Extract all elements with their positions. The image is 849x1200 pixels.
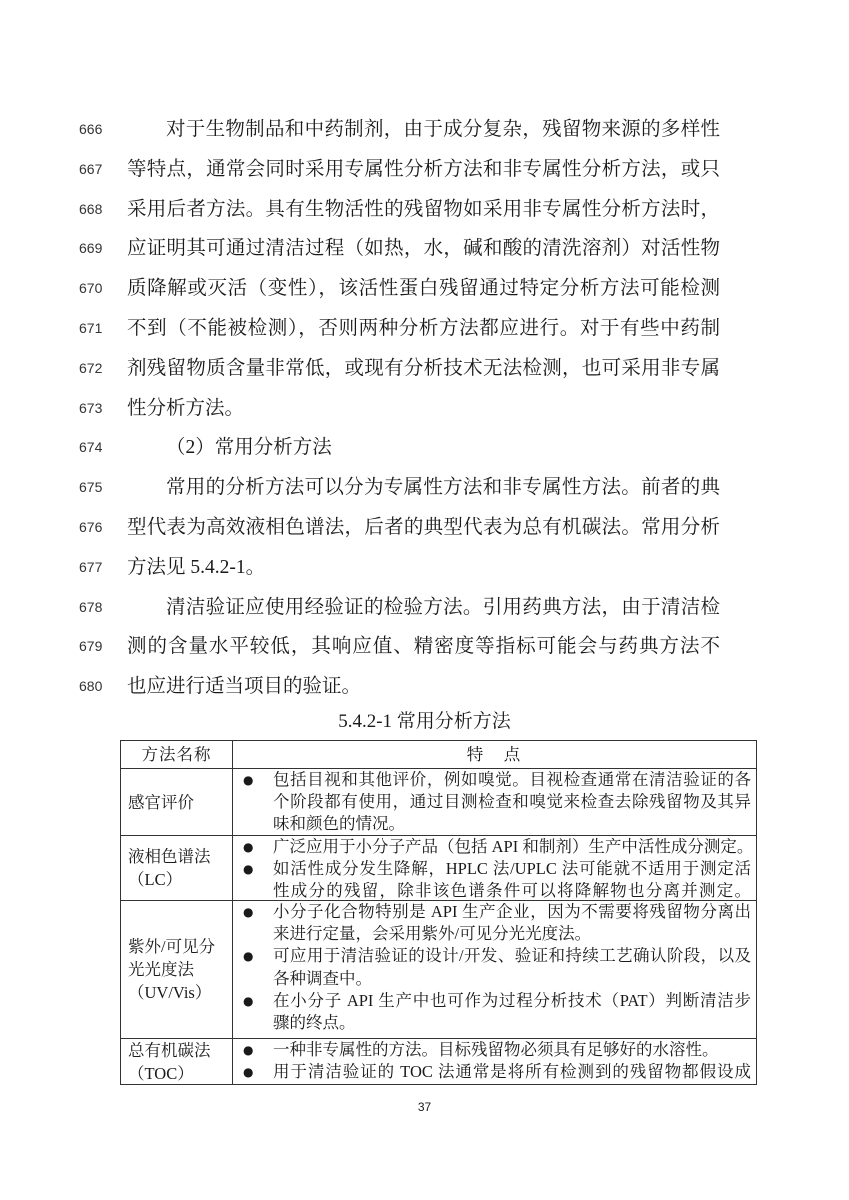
bullet-item xyxy=(233,1039,756,1061)
section-heading: （2）常用分析方法 xyxy=(166,437,332,459)
line-text: 方法见 5.4.2-1。 xyxy=(127,556,266,578)
bullet-text xyxy=(273,945,751,989)
line-text: 不到（不能被检测），否则两种分析方法都应进行。对于有些中药制 xyxy=(127,317,720,339)
line-number: 673 xyxy=(79,399,103,416)
line-text: 采用后者方法。具有生物活性的残留物如采用非专属性分析方法时， xyxy=(127,198,720,220)
bullet-text xyxy=(273,901,751,945)
bullet-line: 来进行定量，会采用紫外/可见分光光度法。 xyxy=(273,924,592,944)
bullet-icon: ● xyxy=(243,862,254,877)
method-cell xyxy=(121,836,233,900)
bullet-line: 味和颜色的情况。 xyxy=(273,814,405,834)
bullet-line: 个阶段都有使用，通过目测检查和嗅觉来检查去除残留物及其异 xyxy=(273,792,751,812)
bullet-line: 小分子化合物特别是 API 生产企业，因为不需要将残留物分离出 xyxy=(273,902,751,921)
bullet-item xyxy=(233,836,756,858)
text-line xyxy=(0,229,849,269)
methods-table xyxy=(120,740,757,1085)
bullet-line: 一种非专属性的方法。目标残留物必须具有足够好的水溶性。 xyxy=(273,1040,719,1059)
text-line xyxy=(0,428,849,468)
features-cell xyxy=(233,1039,756,1084)
text-line xyxy=(0,588,849,628)
line-number: 675 xyxy=(79,479,103,496)
bullet-item xyxy=(233,945,756,989)
method-name-line: 液相色谱法 xyxy=(128,847,211,866)
features-cell xyxy=(233,901,756,1038)
bullet-text xyxy=(273,858,751,902)
line-text: 对于生物制品和中药制剂，由于成分复杂，残留物来源的多样性 xyxy=(166,119,720,140)
bullet-line: 可应用于清洁验证的设计/开发、验证和持续工艺确认阶段，以及 xyxy=(273,946,751,966)
method-name-line: （TOC） xyxy=(128,1063,194,1083)
bullet-line: 各种调查中。 xyxy=(273,968,372,988)
bullet-icon: ● xyxy=(243,949,254,964)
bullet-line: 广泛应用于小分子产品（包括 API 和制剂）生产中活性成分测定。 xyxy=(273,837,754,856)
bullet-text xyxy=(273,990,751,1034)
bullet-item xyxy=(233,769,756,836)
bullet-line: 如活性成分发生降解，HPLC 法/UPLC 法可能就不适用于测定活 xyxy=(273,859,751,879)
text-line xyxy=(0,667,849,707)
method-name-line: （UV/Vis） xyxy=(128,983,212,1002)
text-line xyxy=(0,309,849,349)
text-line xyxy=(0,349,849,389)
line-text: 清洁验证应使用经验证的检验方法。引用药典方法，由于清洁检 xyxy=(166,596,720,618)
line-text: 性分析方法。 xyxy=(127,397,245,419)
table-caption: 5.4.2-1 常用分析方法 xyxy=(338,711,511,732)
bullet-text xyxy=(273,769,751,836)
line-number: 671 xyxy=(79,319,103,336)
line-number: 679 xyxy=(79,638,103,655)
bullet-icon: ● xyxy=(243,1043,254,1057)
method-name-line: （LC） xyxy=(128,870,183,889)
page-number: 37 xyxy=(417,1100,432,1114)
bullet-text xyxy=(273,1061,751,1083)
bullet-line: 在小分子 API 生产中也可作为过程分析技术（PAT）判断清洁步 xyxy=(273,990,751,1010)
line-text: 剂残留物质含量非常低，或现有分析技术无法检测，也可采用非专属 xyxy=(127,357,720,379)
bullet-icon: ● xyxy=(243,840,254,854)
header-method: 方法名称 xyxy=(121,741,233,768)
text-line xyxy=(0,110,849,150)
text-line xyxy=(0,548,849,588)
bullet-line: 骤的终点。 xyxy=(273,1012,356,1032)
body-text xyxy=(0,110,849,707)
bullet-icon: ● xyxy=(243,905,254,919)
text-line xyxy=(0,627,849,667)
text-line xyxy=(0,269,849,309)
method-cell xyxy=(121,1039,233,1084)
line-text: 型代表为高效液相色谱法，后者的典型代表为总有机碳法。常用分析 xyxy=(127,516,720,538)
bullet-line: 性成分的残留，除非该色谱条件可以将降解物也分离并测定。 xyxy=(273,881,751,901)
table-row xyxy=(121,835,756,900)
text-line xyxy=(0,468,849,508)
method-cell xyxy=(121,901,233,1038)
features-cell xyxy=(233,836,756,900)
table-row xyxy=(121,1038,756,1084)
line-number: 674 xyxy=(79,439,103,456)
bullet-icon: ● xyxy=(243,1065,254,1080)
header-features: 特 点 xyxy=(466,745,523,764)
features-cell xyxy=(233,769,756,835)
text-line xyxy=(0,508,849,548)
line-text: 常用的分析方法可以分为专属性方法和非专属性方法。前者的典 xyxy=(166,477,720,499)
line-text: 质降解或灭活（变性），该活性蛋白残留通过特定分析方法可能检测 xyxy=(127,278,720,300)
method-name-line: 总有机碳法 xyxy=(128,1040,211,1060)
method-name-line: 光光度法 xyxy=(128,960,194,979)
method-name-line: 感官评价 xyxy=(128,792,194,812)
line-text: 应证明其可通过清洁过程（如热，水，碱和酸的清洗溶剂）对活性物 xyxy=(127,238,720,260)
line-number: 676 xyxy=(79,518,103,535)
line-number: 669 xyxy=(79,240,103,257)
bullet-item xyxy=(233,990,756,1034)
table-row xyxy=(121,900,756,1038)
table-header-row xyxy=(121,741,756,768)
line-number: 668 xyxy=(79,200,103,217)
bullet-line: 用于清洁验证的 TOC 法通常是将所有检测到的残留物都假设成 xyxy=(273,1062,751,1082)
line-number: 678 xyxy=(79,598,103,615)
bullet-text xyxy=(273,836,754,858)
bullet-icon: ● xyxy=(243,993,254,1008)
line-number: 680 xyxy=(79,678,103,695)
table-row xyxy=(121,768,756,835)
line-number: 666 xyxy=(79,121,103,137)
line-number: 672 xyxy=(79,359,103,376)
text-line xyxy=(0,389,849,429)
text-line xyxy=(0,190,849,230)
bullet-item xyxy=(233,901,756,945)
line-number: 677 xyxy=(79,558,103,575)
method-name-line: 紫外/可见分 xyxy=(128,937,216,956)
method-cell xyxy=(121,769,233,835)
line-text: 测的含量水平较低，其响应值、精密度等指标可能会与药典方法不 xyxy=(127,636,720,658)
bullet-item xyxy=(233,858,756,902)
bullet-line: 包括目视和其他评价，例如嗅觉。目视检查通常在清洁验证的各 xyxy=(273,770,751,789)
bullet-item xyxy=(233,1061,756,1083)
text-line xyxy=(0,150,849,190)
bullet-icon: ● xyxy=(243,773,254,787)
line-number: 670 xyxy=(79,280,103,297)
line-text: 等特点，通常会同时采用专属性分析方法和非专属性分析方法，或只 xyxy=(127,158,720,180)
bullet-text xyxy=(273,1039,751,1061)
line-number: 667 xyxy=(79,160,103,177)
line-text: 也应进行适当项目的验证。 xyxy=(127,676,362,698)
